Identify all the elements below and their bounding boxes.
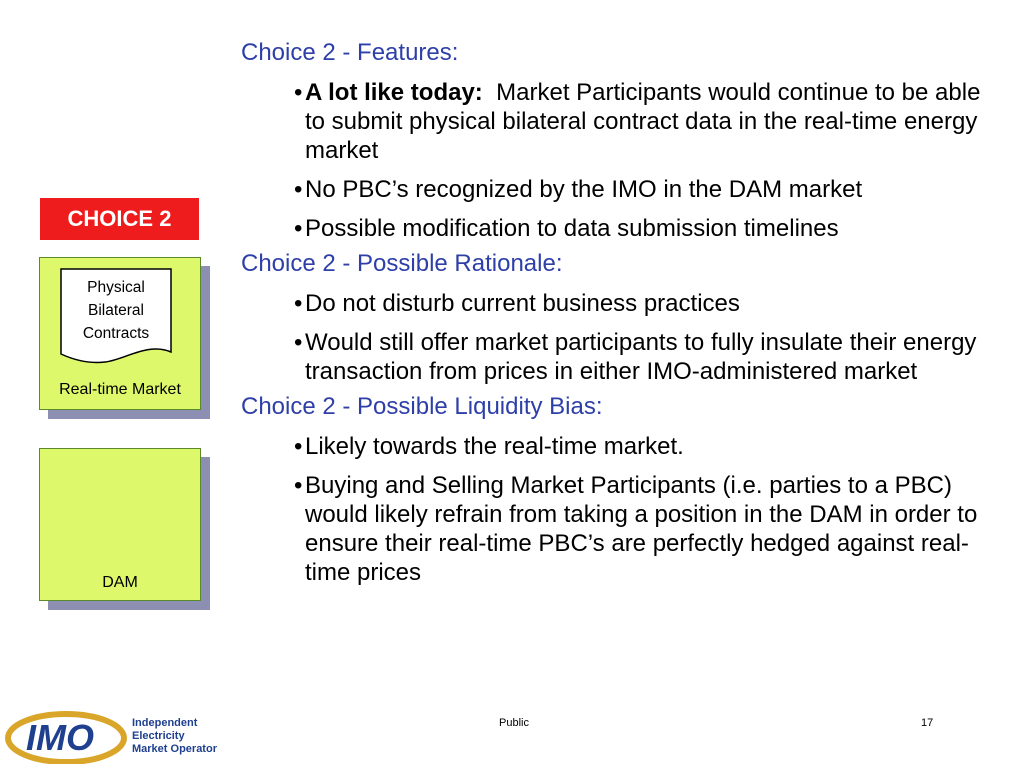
dam-box [39, 448, 201, 601]
logo-line: Independent [132, 717, 198, 729]
classification-label: Public [499, 717, 529, 729]
doc-line: Contracts [82, 325, 150, 342]
bullet-bold: A lot like today: [305, 79, 483, 106]
bullet-item [294, 289, 1001, 318]
bullet-text: Would still offer market participants to fully insulate their energy transaction from prices in either IMO-administered market [305, 329, 977, 385]
bullet-text: Market Participants would continue to be able to submit physical bilateral contract data in the real-time energy market [305, 79, 981, 164]
logo-line: Market Operator [132, 743, 217, 755]
section-heading: Choice 2 - Possible Rationale: [241, 250, 563, 277]
bullet-item [294, 328, 1001, 386]
slide-content [241, 38, 1001, 593]
bullet-dot: • [294, 290, 303, 317]
doc-line: Physical [87, 279, 145, 296]
bullet-item [294, 471, 1001, 587]
doc-line: Bilateral [88, 302, 144, 319]
bullet-item [294, 432, 1001, 461]
section-heading: Choice 2 - Possible Liquidity Bias: [241, 393, 603, 420]
dam-label: DAM [102, 574, 138, 591]
bullet-item [294, 78, 1001, 165]
bullet-text: Buying and Selling Market Participants (i.e. parties to a PBC) would likely refrain from taking a position in the DAM in order to ensure their real-time PBC’s are perfectly hedged against real-time prices [305, 472, 978, 586]
bullet-dot: • [294, 79, 303, 106]
logo-mark: IMO [26, 717, 94, 758]
bullet-dot: • [294, 176, 303, 203]
logo-line: Electricity [132, 730, 185, 742]
bullet-text: Possible modification to data submission timelines [305, 215, 839, 242]
bullet-text: No PBC’s recognized by the IMO in the DAM market [305, 176, 863, 203]
page-number: 17 [921, 717, 934, 729]
bullet-dot: • [294, 433, 303, 460]
realtime-market-label: Real-time Market [59, 381, 181, 398]
bullet-dot: • [294, 472, 303, 499]
document-label [60, 276, 172, 345]
bullet-text: Do not disturb current business practices [305, 290, 740, 317]
bullet-text: Likely towards the real-time market. [305, 433, 684, 460]
bullet-dot: • [294, 329, 303, 356]
realtime-market-box [39, 257, 201, 410]
bullet-item [294, 214, 1001, 243]
choice-badge: CHOICE 2 [40, 198, 199, 240]
bullet-item [294, 175, 1001, 204]
bullet-dot: • [294, 215, 303, 242]
imo-logo [4, 706, 234, 764]
section-heading: Choice 2 - Features: [241, 39, 459, 66]
